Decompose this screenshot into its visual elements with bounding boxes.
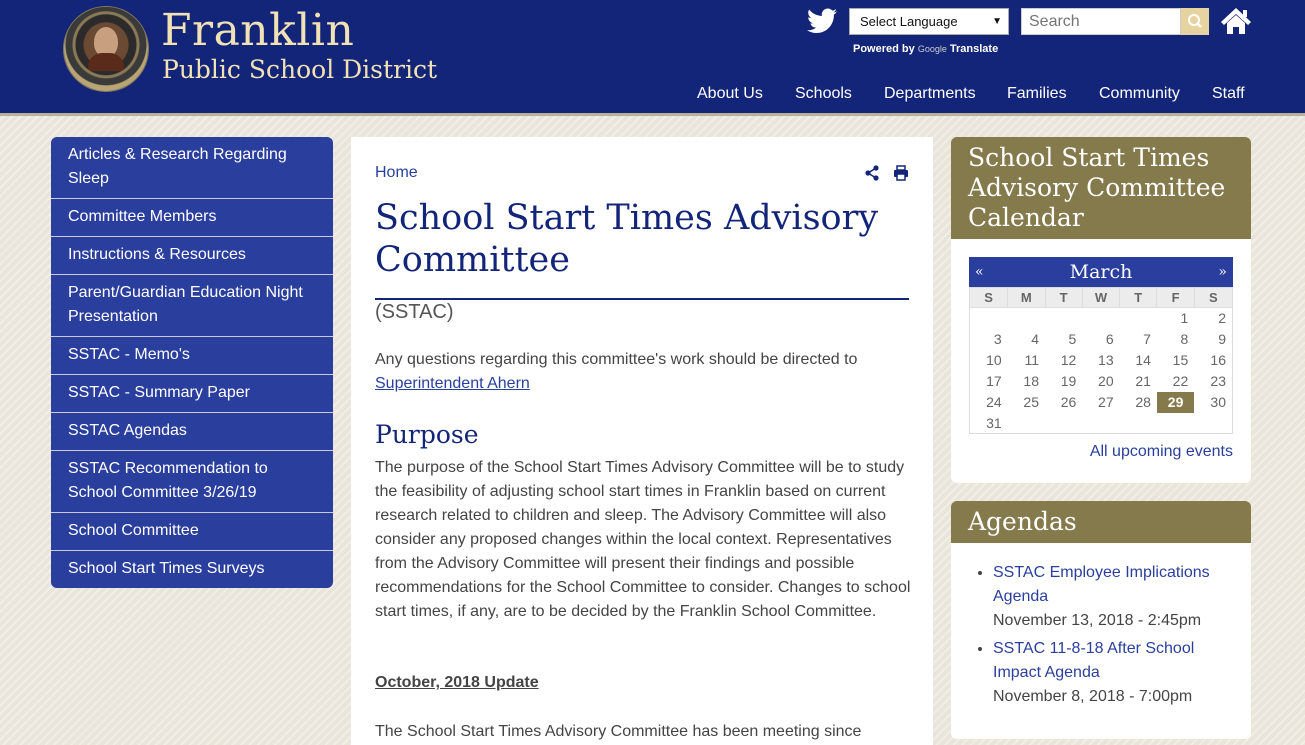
calendar-day[interactable]: 11 (1024, 352, 1039, 368)
calendar-empty-cell (1045, 308, 1082, 329)
share-icon[interactable] (864, 165, 880, 181)
page-title: School Start Times Advisory Committee (375, 198, 879, 280)
calendar-day[interactable]: 12 (1060, 352, 1077, 368)
nav-community[interactable]: Community (1099, 85, 1180, 102)
sidebar-item-agendas[interactable]: SSTAC Agendas (51, 413, 333, 451)
calendar-month-header (969, 257, 1233, 287)
calendar-month: March (1069, 261, 1133, 283)
calendar-weekday: S (1194, 288, 1232, 308)
calendar-day[interactable]: 3 (993, 331, 1002, 347)
calendar-weekday: W (1082, 288, 1119, 308)
calendar-day[interactable]: 13 (1098, 352, 1114, 368)
search-input[interactable] (1021, 8, 1181, 35)
calendar-empty-cell (1120, 413, 1157, 434)
google-logo-text: Google (917, 44, 947, 54)
seal-portrait-coat (88, 53, 124, 71)
calendar-day[interactable]: 16 (1210, 352, 1226, 368)
calendar-week (970, 371, 1233, 392)
calendar-empty-cell (1194, 413, 1232, 434)
sidebar-item-surveys[interactable]: School Start Times Surveys (68, 560, 265, 577)
calendar-day[interactable]: 6 (1105, 331, 1114, 347)
site-title[interactable]: Franklin (161, 5, 355, 56)
calendar-weekday: T (1120, 288, 1157, 308)
calendar-day[interactable]: 24 (986, 394, 1002, 410)
language-select[interactable]: Select Language ▼ (849, 8, 1009, 35)
agenda-link[interactable]: • SSTAC 11-8-18 After School Impact Agenda (993, 640, 1195, 681)
page-subtitle: (SSTAC) (375, 301, 454, 323)
calendar-day[interactable]: 2 (1218, 310, 1226, 327)
site-header (0, 0, 1305, 116)
twitter-icon[interactable] (807, 8, 837, 34)
calendar-day[interactable]: 4 (1031, 331, 1039, 347)
sidebar-item-school-committee[interactable]: School Committee (51, 513, 333, 551)
agendas-heading: Agendas (951, 501, 1251, 543)
list-item (993, 561, 1233, 633)
sidebar-item-instructions[interactable]: Instructions & Resources (51, 237, 333, 275)
superintendent-link[interactable]: Superintendent Ahern (375, 375, 530, 392)
calendar-day[interactable]: 25 (1023, 394, 1039, 410)
calendar-empty-cell (970, 308, 1008, 329)
calendar-day[interactable]: 26 (1060, 394, 1077, 410)
agenda-date: November 13, 2018 - 2:45pm (993, 612, 1202, 629)
agendas-panel (951, 501, 1251, 739)
calendar-empty-cell (1045, 413, 1082, 434)
sidebar-item-education-night[interactable]: Parent/Guardian Education Night Presentation (51, 275, 333, 337)
calendar-day[interactable]: 31 (986, 414, 1002, 431)
search-button[interactable] (1181, 8, 1209, 35)
calendar-empty-cell (1008, 308, 1045, 329)
chevron-down-icon: ▼ (992, 16, 1002, 27)
calendar-weekday: F (1157, 288, 1194, 308)
calendar-day[interactable]: 22 (1172, 373, 1189, 389)
calendar-day[interactable]: 1 (1180, 310, 1189, 327)
purpose-heading: Purpose (375, 420, 479, 449)
all-upcoming-events-link[interactable]: All upcoming events (1089, 443, 1233, 460)
agenda-link[interactable]: • SSTAC Employee Implications Agenda (993, 564, 1210, 605)
intro-paragraph: Any questions regarding this committee's work should be directed to Superintendent Ahern (375, 351, 858, 392)
sidebar-item-summary-paper[interactable]: SSTAC - Summary Paper (51, 375, 333, 413)
search-icon (1181, 8, 1209, 35)
breadcrumb[interactable]: Home (375, 164, 418, 181)
powered-by-translate[interactable]: Powered by Google Translate (853, 43, 999, 55)
home-icon[interactable] (1220, 6, 1252, 36)
calendar-day[interactable]: 17 (986, 373, 1002, 389)
calendar-day[interactable]: 27 (1098, 394, 1114, 410)
sidebar-item-articles[interactable]: Articles & Research Regarding Sleep (51, 137, 333, 199)
calendar-day[interactable]: 21 (1135, 373, 1151, 389)
site-subtitle[interactable]: Public School District (162, 55, 438, 84)
calendar-day[interactable]: 7 (1143, 331, 1151, 347)
calendar-grid (969, 287, 1233, 434)
calendar-panel (951, 137, 1251, 483)
nav-staff[interactable]: Staff (1212, 85, 1245, 102)
agendas-list (951, 543, 1251, 723)
calendar-prev-button[interactable]: « (975, 264, 984, 280)
calendar-week (970, 413, 1233, 434)
calendar-empty-cell (1082, 413, 1119, 434)
main-content (351, 137, 933, 745)
calendar-empty-cell (1082, 308, 1119, 329)
nav-schools[interactable]: Schools (795, 85, 852, 102)
calendar-heading: School Start Times Advisory Committee Calendar (951, 137, 1251, 239)
calendar-empty-cell (1008, 413, 1045, 434)
nav-departments[interactable]: Departments (884, 85, 976, 102)
calendar-weekday: S (970, 288, 1008, 308)
calendar-day[interactable]: 18 (1023, 373, 1039, 389)
calendar-next-button[interactable]: » (1218, 264, 1227, 280)
list-item (993, 637, 1233, 709)
update-heading: October, 2018 Update (375, 674, 539, 691)
calendar-weekday: M (1008, 288, 1045, 308)
agenda-date: November 8, 2018 - 7:00pm (993, 688, 1193, 705)
calendar-empty-cell (1157, 413, 1194, 434)
district-seal-logo[interactable] (64, 7, 148, 91)
calendar-day[interactable]: 5 (1068, 331, 1077, 347)
mini-calendar (969, 257, 1233, 434)
calendar-day[interactable]: 30 (1210, 394, 1226, 410)
calendar-day[interactable]: 20 (1098, 373, 1114, 389)
calendar-day[interactable]: 14 (1135, 352, 1151, 368)
calendar-day[interactable]: 8 (1180, 331, 1189, 347)
calendar-day[interactable]: 9 (1218, 331, 1226, 347)
print-icon[interactable] (893, 165, 909, 181)
sidebar-nav (51, 137, 333, 588)
nav-about-us[interactable]: About Us (697, 85, 763, 102)
calendar-week (970, 392, 1233, 413)
calendar-week (970, 350, 1233, 371)
calendar-week (970, 308, 1233, 329)
purpose-paragraph: The purpose of the School Start Times Advisory Committee will be to study the feasibility of adjusting school start times in Franklin based on current research related to children and sleep. The Advisory Committee will also consider any proposed changes within the local context. Representatives from the Advisory Committee will present their findings and possible recommendations for the School Committee to consider. Changes to school start times, if any, are to be decided by the Franklin School Committee. (375, 459, 911, 620)
title-divider (375, 298, 909, 300)
calendar-day[interactable]: 19 (1060, 373, 1077, 389)
sidebar-item-committee-members[interactable]: Committee Members (51, 199, 333, 237)
calendar-day[interactable]: 23 (1210, 373, 1226, 389)
sidebar-item-recommendation[interactable]: SSTAC Recommendation to School Committee 3/26/19 (51, 451, 333, 513)
nav-families[interactable]: Families (1007, 85, 1067, 102)
calendar-weekday: T (1045, 288, 1082, 308)
update-paragraph: The School Start Times Advisory Committee has been meeting since (375, 723, 862, 740)
calendar-empty-cell (1120, 308, 1157, 329)
calendar-day[interactable]: 10 (986, 352, 1002, 368)
calendar-day[interactable]: 15 (1172, 352, 1189, 368)
calendar-day-today[interactable]: 29 (1157, 392, 1194, 413)
calendar-week (970, 329, 1233, 350)
sidebar-item-memos[interactable]: SSTAC - Memo's (51, 337, 333, 375)
calendar-day[interactable]: 28 (1135, 394, 1151, 410)
